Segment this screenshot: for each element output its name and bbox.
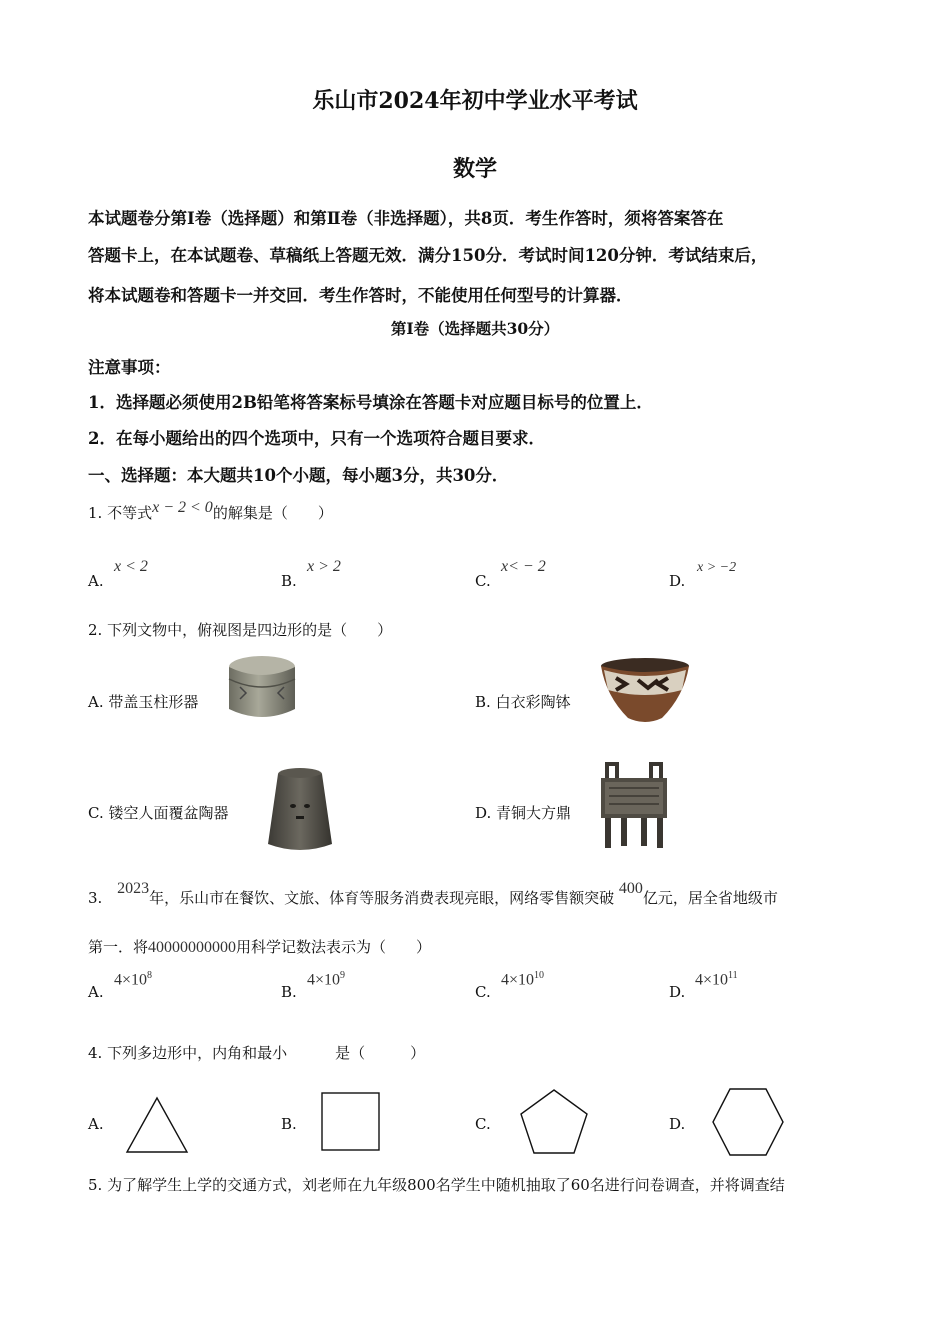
intro-line-1: 本试题卷分第Ⅰ卷（选择题）和第Ⅱ卷（非选择题），共8页．考生作答时，须将答案答在 [88,209,724,228]
q3-end: 亿元，居全省地级市 [642,889,778,907]
q1-option-d-math: x > −2 [697,560,737,575]
intro-line-2: 答题卡上，在本试题卷、草稿纸上答题无效．满分150分．考试时间120分钟．考试结束后， [88,246,768,265]
part1-title: 第Ⅰ卷（选择题共30分） [390,319,560,338]
notes-item-1: 1．选择题必须使用2B铅笔将答案标号填涂在答题卡对应题目标号的位置上． [88,393,653,412]
square-icon [319,1090,383,1154]
masked-pottery-image [262,764,338,854]
q4-option-d-label[interactable]: D. [669,1115,686,1133]
q2-option-d[interactable] [475,802,571,823]
q3-option-c-label: C. [475,983,491,1001]
q3-option-d-math [695,970,738,989]
q3-option-b-math [307,970,345,989]
q1-option-b-math: x > 2 [307,558,341,575]
hexagon-icon [710,1086,786,1158]
q3-option-c-exp: 10 [534,970,545,981]
q1-option-c[interactable] [475,558,546,590]
q4-option-c-label[interactable]: C. [475,1115,491,1133]
q2-option-b[interactable] [475,691,571,712]
pentagon-icon [518,1087,590,1157]
q1-option-a[interactable] [88,558,148,590]
notes-item-2: 2．在每小题给出的四个选项中，只有一个选项符合题目要求． [88,429,545,448]
triangle-icon [124,1095,190,1155]
q3-option-a-math [114,970,152,989]
q2-option-c-text: 镂空人面覆盆陶器 [108,804,229,822]
q2-option-c-label: C. [88,804,104,822]
q2-option-b-label: B. [475,693,491,711]
q1-option-d[interactable] [669,560,737,590]
painted-pottery-bowl-image [598,656,692,728]
q1-option-b-label: B. [281,572,297,590]
q2-option-a-label: A. [88,693,104,711]
q1-post: 的解集是（ ） [212,504,333,522]
q4-option-b-label[interactable]: B. [281,1115,297,1133]
q4-stem [88,1042,425,1063]
q2-option-b-text: 白衣彩陶钵 [495,693,571,711]
jade-cylinder-image [226,653,298,721]
subject-title: 数学 [452,156,497,182]
q1-pre: 不等式 [107,504,153,522]
q3-option-a-base: 4×10 [114,971,148,989]
q3-amount: 400 [618,880,643,897]
q3-number: 3. [88,889,103,907]
q3-option-d-base: 4×10 [695,971,729,989]
q1-option-c-math: x< − 2 [501,558,546,575]
q3-line-2-post: 用科学记数法表示为（ ） [236,938,432,956]
q1-stem [88,499,333,523]
q4-option-a-label[interactable]: A. [88,1115,104,1133]
q1-number: 1. [88,504,103,522]
q3-option-b-base: 4×10 [307,971,341,989]
q2-option-a[interactable] [88,691,198,712]
q3-line-2-pre: 第一．将 [88,938,149,956]
q3-option-a-label: A. [88,983,104,1001]
q3-option-d-exp: 11 [728,970,738,981]
q5-stem: 5. 为了解学生上学的交通方式，刘老师在九年级800名学生中随机抽取了60名进行问卷调查，并将调查结 [88,1176,785,1194]
page-title: 乐山市2024年初中学业水平考试 [312,88,638,114]
q4-pre: 4. 下列多边形中，内角和最小 [88,1044,288,1062]
q2-option-a-text: 带盖玉柱形器 [108,693,199,711]
q3-option-b-label: B. [281,983,297,1001]
q2-option-c[interactable] [88,802,229,823]
q1-expression: x − 2 < 0 [152,499,213,516]
q4-post: 是（ ） [335,1044,426,1062]
q3-line-1 [88,880,778,908]
q3-line-2 [88,936,431,957]
q3-option-c-math [501,970,544,989]
intro-line-3: 将本试题卷和答题卡一并交回．考生作答时，不能使用任何型号的计算器． [88,286,633,305]
q2-option-d-text: 青铜大方鼎 [496,804,572,822]
notes-heading: 注意事项： [88,358,171,377]
q3-big-number: 40000000000 [148,939,237,956]
q2-option-d-label: D. [475,804,492,822]
q2-stem: 2. 下列文物中，俯视图是四边形的是（ ） [88,621,393,639]
q1-option-b[interactable] [281,558,341,590]
q3-mid: 年，乐山市在餐饮、文旅、体育等服务消费表现亮眼，网络零售额突破 [149,889,615,907]
q3-year: 2023 [117,880,150,897]
q3-option-d-label: D. [669,983,686,1001]
q1-option-c-label: C. [475,572,491,590]
q3-option-c-base: 4×10 [501,971,535,989]
q1-option-d-label: D. [669,572,686,590]
section-1-heading: 一、选择题：本大题共10个小题，每小题3分，共30分． [88,466,509,485]
q3-option-a-exp: 8 [147,970,153,981]
bronze-ding-image [597,760,671,850]
q3-option-b-exp: 9 [340,970,346,981]
q1-option-a-math: x < 2 [114,558,148,575]
q1-option-a-label: A. [88,572,104,590]
